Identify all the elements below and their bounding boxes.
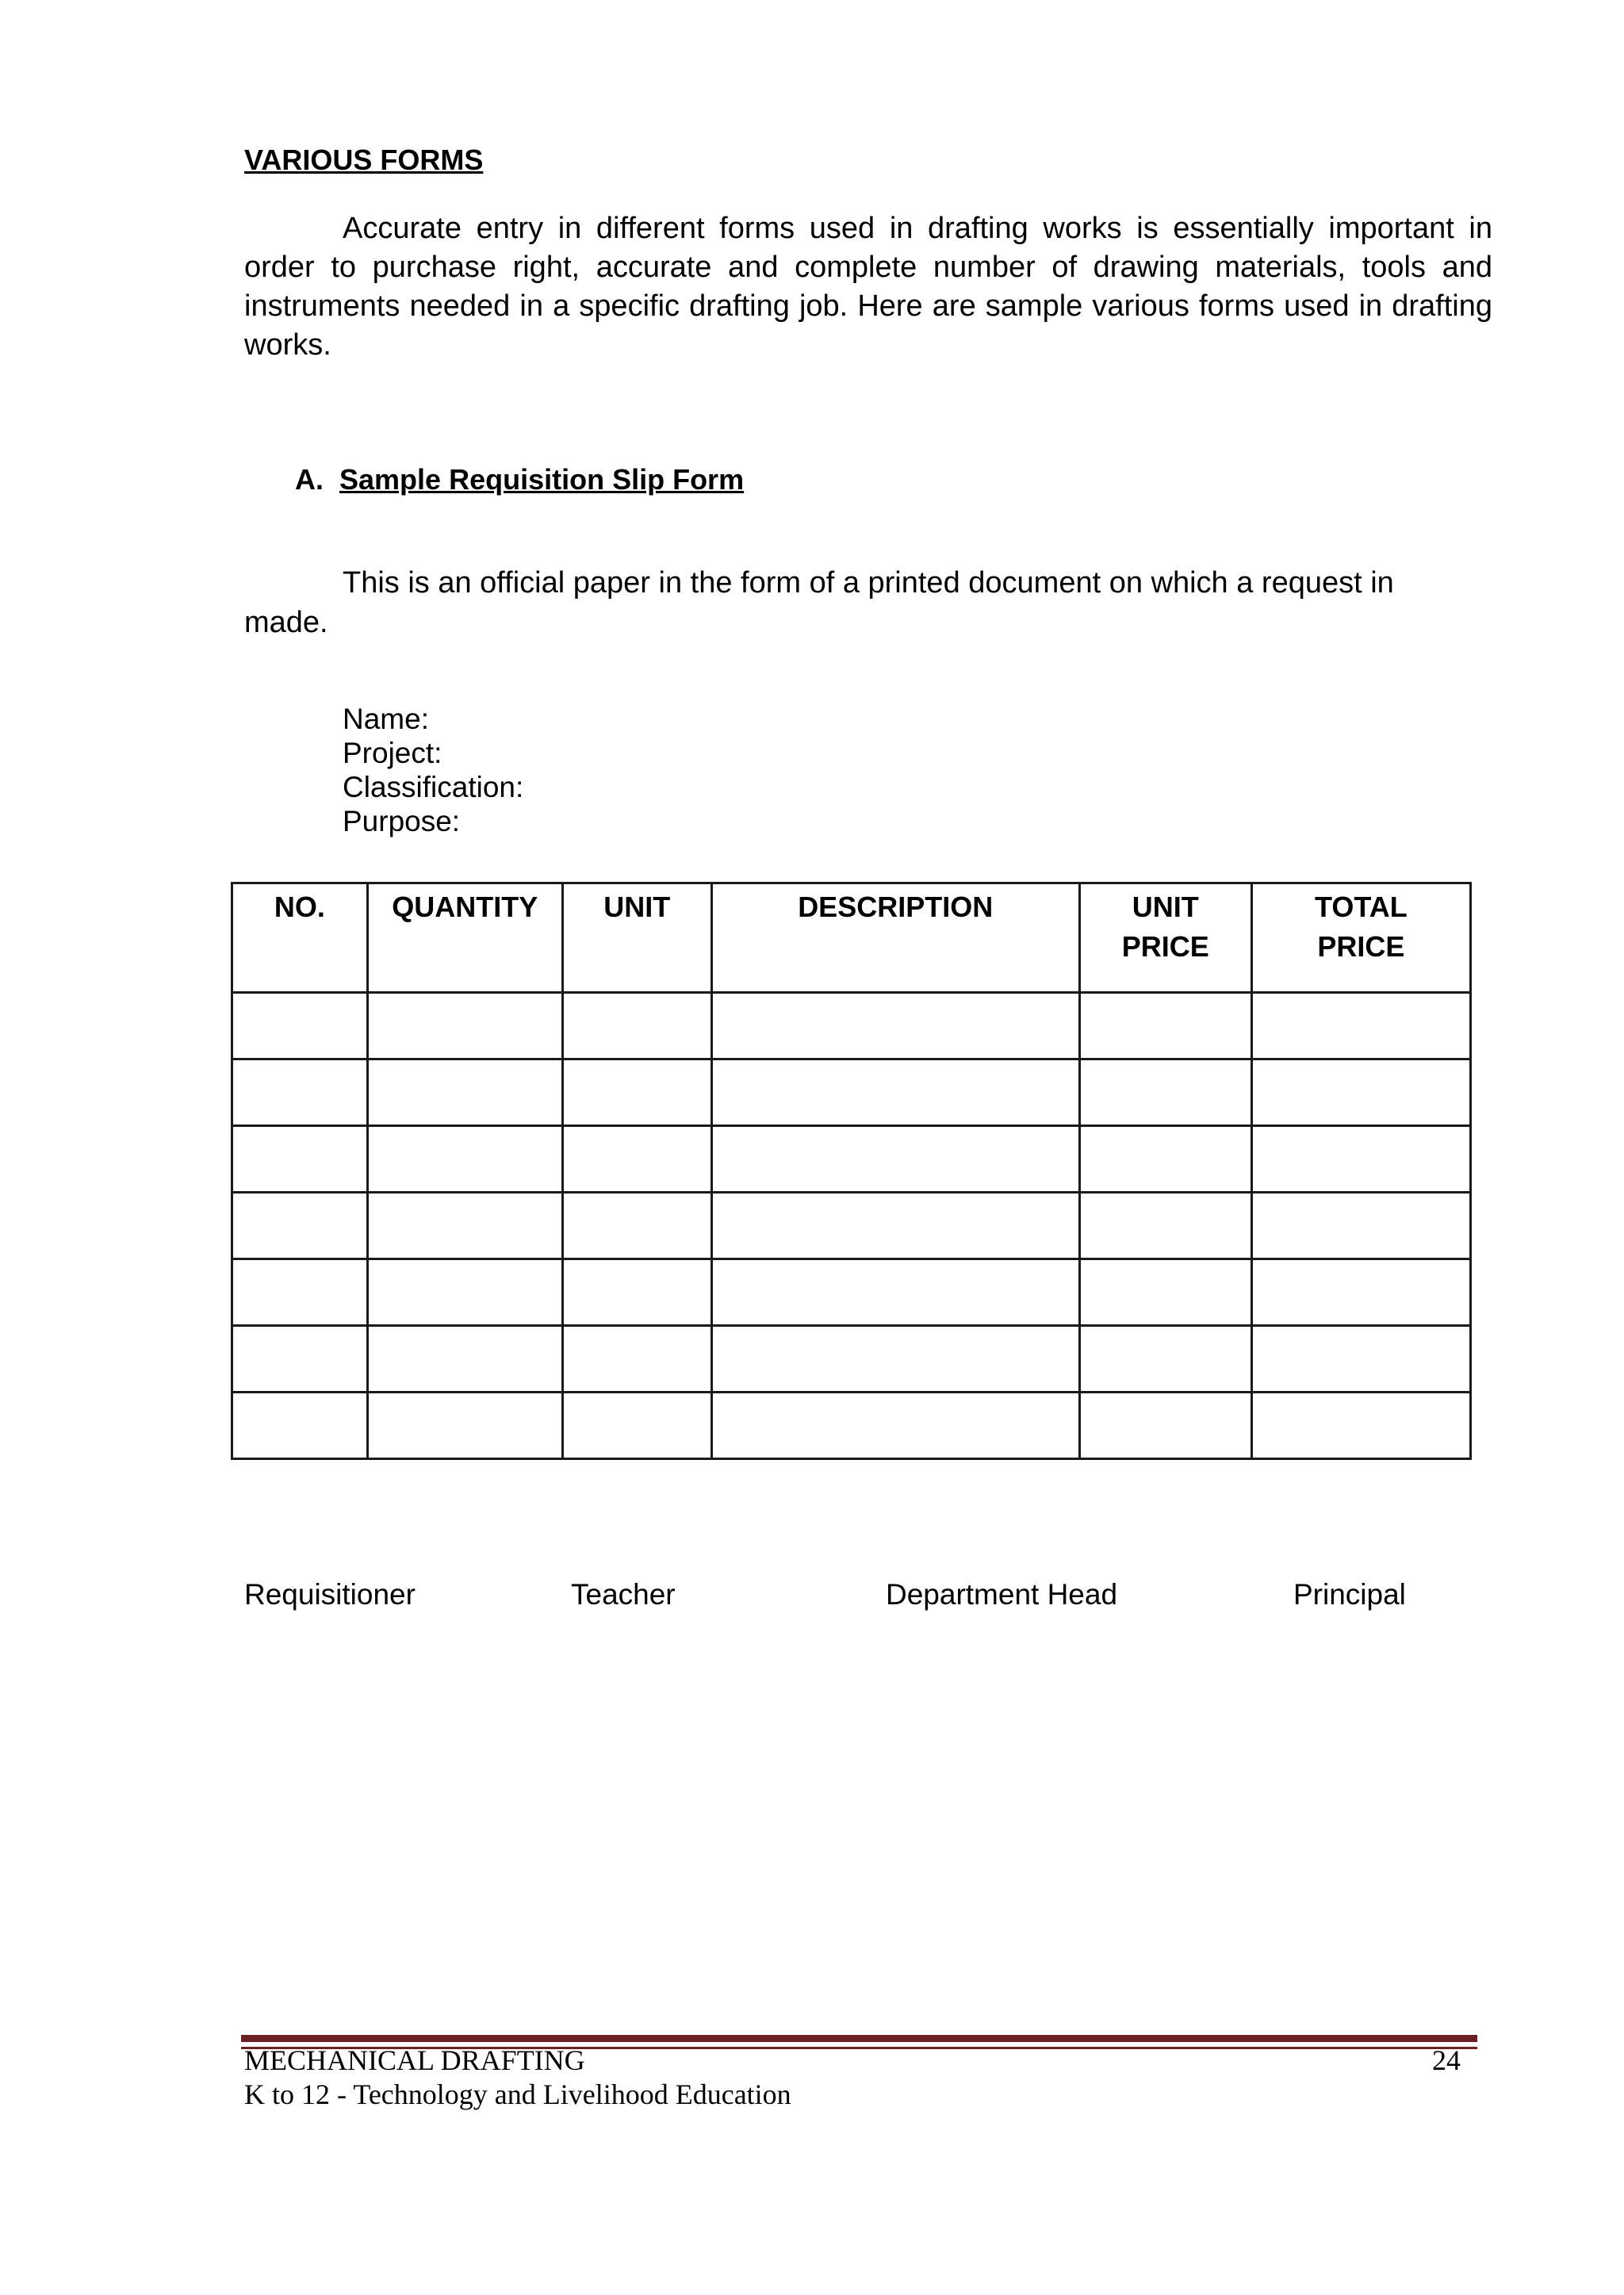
table-cell[interactable] (711, 1326, 1079, 1393)
signatory-principal: Principal (1293, 1578, 1406, 1611)
table-cell[interactable] (1079, 1259, 1251, 1326)
table-cell[interactable] (711, 1393, 1079, 1459)
header-unit-price: UNIT PRICE (1079, 883, 1251, 993)
footer-course: K to 12 - Technology and Livelihood Education (244, 2079, 791, 2110)
table-cell[interactable] (562, 1393, 711, 1459)
table-row (232, 1126, 1471, 1193)
footer-page-number: 24 (1432, 2044, 1461, 2076)
table-row (232, 993, 1471, 1059)
table-cell[interactable] (1079, 1059, 1251, 1126)
section-title: Sample Requisition Slip Form (339, 463, 745, 496)
table-cell[interactable] (232, 1126, 368, 1193)
table-cell[interactable] (1079, 993, 1251, 1059)
table-cell[interactable] (1251, 1259, 1470, 1326)
table-cell[interactable] (711, 1126, 1079, 1193)
footer-subject: MECHANICAL DRAFTING (244, 2044, 585, 2076)
section-description: This is an official paper in the form of a printed document on which a request in made. (244, 566, 1394, 639)
section-heading (295, 463, 744, 496)
table-cell[interactable] (562, 1259, 711, 1326)
section-letter: A. (295, 463, 324, 496)
table-cell[interactable] (367, 1259, 562, 1326)
page-heading: VARIOUS FORMS (244, 144, 484, 176)
table-cell[interactable] (367, 1393, 562, 1459)
table-cell[interactable] (711, 1193, 1079, 1259)
table-cell[interactable] (1251, 1193, 1470, 1259)
table-cell[interactable] (367, 993, 562, 1059)
table-cell[interactable] (232, 1393, 368, 1459)
table-cell[interactable] (1251, 1393, 1470, 1459)
table-cell[interactable] (1079, 1193, 1251, 1259)
intro-paragraph: Accurate entry in different forms used in drafting works is essentially important in order to purchase right, accurate and complete number of drawing materials, tools and instruments needed in a specific drafting job. Here are sample various forms used in drafting works. (244, 212, 1492, 362)
form-fields (343, 702, 523, 838)
table-row (232, 1326, 1471, 1393)
requisition-table (231, 882, 1472, 1460)
table-cell[interactable] (711, 1259, 1079, 1326)
header-description: DESCRIPTION (711, 883, 1079, 993)
table-cell[interactable] (562, 1126, 711, 1193)
table-cell[interactable] (367, 1193, 562, 1259)
table-cell[interactable] (711, 1059, 1079, 1126)
table-header-row (232, 883, 1471, 993)
table-cell[interactable] (1251, 1126, 1470, 1193)
table-cell[interactable] (232, 1259, 368, 1326)
table-cell[interactable] (367, 1326, 562, 1393)
table-cell[interactable] (367, 1059, 562, 1126)
table-cell[interactable] (232, 993, 368, 1059)
table-cell[interactable] (1251, 1059, 1470, 1126)
table-cell[interactable] (562, 1326, 711, 1393)
table-row (232, 1059, 1471, 1126)
table-cell[interactable] (1251, 1326, 1470, 1393)
table-cell[interactable] (232, 1326, 368, 1393)
field-name-label: Name: (343, 703, 429, 735)
footer-rule-thick (241, 2035, 1477, 2042)
table-cell[interactable] (562, 1059, 711, 1126)
table-body (232, 993, 1471, 1459)
table-cell[interactable] (562, 1193, 711, 1259)
table-cell[interactable] (232, 1193, 368, 1259)
signatory-department-head: Department Head (886, 1578, 1118, 1611)
field-purpose-label: Purpose: (343, 805, 461, 837)
header-no: NO. (232, 883, 368, 993)
table-cell[interactable] (1251, 993, 1470, 1059)
table-row (232, 1259, 1471, 1326)
field-classification-label: Classification: (343, 771, 524, 803)
header-total-price: TOTAL PRICE (1251, 883, 1470, 993)
field-project-label: Project: (343, 737, 442, 769)
table-cell[interactable] (1079, 1326, 1251, 1393)
signatory-teacher: Teacher (571, 1578, 676, 1611)
header-unit: UNIT (562, 883, 711, 993)
table-cell[interactable] (562, 993, 711, 1059)
table-cell[interactable] (1079, 1393, 1251, 1459)
table-cell[interactable] (711, 993, 1079, 1059)
signatory-requisitioner: Requisitioner (244, 1578, 416, 1611)
table-row (232, 1393, 1471, 1459)
table-cell[interactable] (232, 1059, 368, 1126)
header-quantity: QUANTITY (367, 883, 562, 993)
table-cell[interactable] (367, 1126, 562, 1193)
table-cell[interactable] (1079, 1126, 1251, 1193)
table-row (232, 1193, 1471, 1259)
